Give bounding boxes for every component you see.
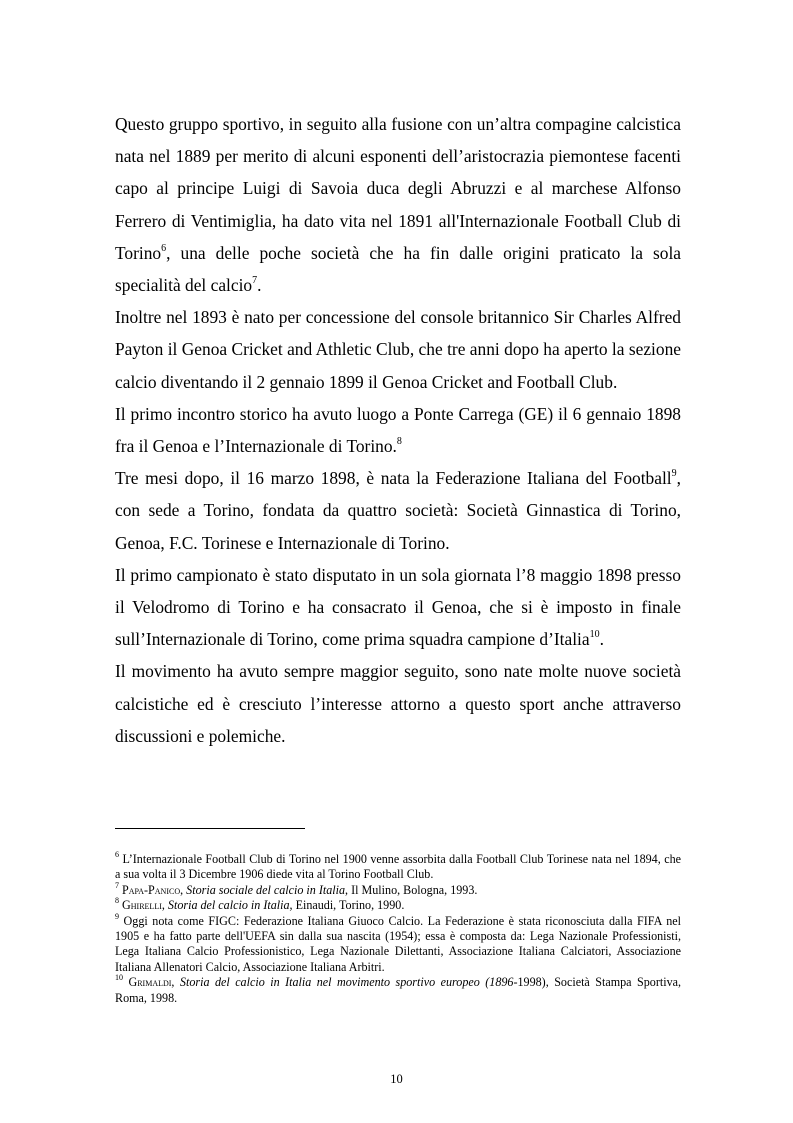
text-run: , con sede a Torino, fondata da quattro società: Società Ginnastica di Torino, Genoa, F.C. Torinese e Internazionale di Torino. (115, 468, 681, 553)
text-run: Tre mesi dopo, il 16 marzo 1898, è nata la Federazione Italiana del Football (115, 468, 672, 489)
paragraph (115, 398, 681, 462)
footnote-number: 10 (115, 973, 123, 983)
footnote-marker[interactable]: 10 (589, 629, 600, 641)
text-run: -1998), Società Stampa Sportiva, Roma, 1998. (115, 975, 682, 1005)
footnote-separator (115, 828, 305, 829)
author-name: Ghirelli (122, 898, 162, 913)
text-run: , (171, 975, 180, 990)
footnote (115, 880, 681, 898)
text-run: , una delle poche società che ha fin dalle origini praticato la sola specialità del calcio (115, 242, 681, 296)
footnote (115, 975, 681, 1006)
footnote-marker[interactable]: 7 (252, 275, 258, 287)
text-run: Il movimento ha avuto sempre maggior seguito, sono nate molte nuove società calcistiche ed è cresciuto l’interesse attorno a questo sport anche attraverso discussioni e polemiche. (115, 661, 681, 746)
text-run: Oggi nota come FIGC: Federazione Italiana Giuoco Calcio. La Federazione è stata riconosciuta dalla FIFA nel 1905 e ha fatto parte dell'UEFA sin dalla sua nascita (1954); essa è composta da: Lega Nazionale Professionisti, Lega Italiana Calcio Professionistico, Lega Nazionale Dilettanti, Associazione Italiana Calciatori, Associazione Italiana Allenatori Calcio, Associazione Italiana Arbitri. (115, 913, 681, 974)
main-text (115, 108, 681, 752)
text-run: Inoltre nel 1893 è nato per concessione del console britannico Sir Charles Alfred Payton il Genoa Cricket and Athletic Club, che tre anni dopo ha aperto la sezione calcio diventando il 2 gennaio 1899 il Genoa Cricket and Football Club. (115, 307, 681, 392)
footnote-marker[interactable]: 8 (396, 436, 402, 448)
paragraph (115, 301, 681, 398)
author-name: Grimaldi (128, 975, 172, 990)
paragraph (115, 462, 681, 559)
text-run: , Il Mulino, Bologna, 1993. (345, 882, 478, 897)
italic-title: Storia del calcio in Italia, (167, 898, 293, 913)
italic-title: Storia sociale del calcio in Italia (186, 882, 346, 897)
text-run: , (161, 898, 168, 913)
text-run: . (257, 275, 262, 296)
italic-title: Storia del calcio in Italia nel movimento sportivo europeo (1896 (179, 975, 514, 990)
text-run: . (599, 629, 604, 650)
text-run: Il primo incontro storico ha avuto luogo a Ponte Carrega (GE) il 6 gennaio 1898 fra il Genoa e l’Internazionale di Torino. (115, 403, 681, 457)
author-name: Papa-Panico (122, 882, 181, 897)
footnote-number: 8 (115, 896, 119, 906)
text-run: Einaudi, Torino, 1990. (292, 898, 405, 913)
paragraph (115, 108, 681, 301)
text-run: , (180, 882, 187, 897)
text-run: Il primo campionato è stato disputato in un sola giornata l’8 maggio 1898 presso il Velodromo di Torino e ha consacrato il Genoa, che si è imposto in finale sull’Internazionale di Torino, come prima squadra campione d’Italia (115, 564, 681, 650)
footnote (115, 849, 681, 883)
paragraph (115, 559, 681, 656)
text-run: L’Internazionale Football Club di Torino nel 1900 venne assorbita dalla Football Club Torinese nata nel 1894, che a sua volta il 3 Dicembre 1906 diede vita al Torino Football Club. (115, 852, 681, 882)
footnote (115, 898, 681, 913)
text-run: Questo gruppo sportivo, in seguito alla fusione con un’altra compagine calcistica nata nel 1889 per merito di alcuni esponenti dell’aristocrazia piemontese facenti capo al principe Luigi di Savoia duca degli Abruzzi e al marchese Alfonso Ferrero di Ventimiglia, ha dato vita nel 1891 all'Internazionale Football Club di Torino (115, 114, 681, 263)
footnote-number: 9 (115, 911, 119, 921)
footnote-marker[interactable]: 9 (671, 468, 677, 480)
footnote (115, 911, 681, 976)
footnote-number: 7 (115, 880, 119, 890)
footnotes (115, 849, 682, 1006)
paragraph (115, 655, 681, 752)
footnote-marker[interactable]: 6 (161, 243, 167, 255)
page-number: 10 (390, 1072, 403, 1086)
footnote-number: 6 (115, 849, 119, 859)
